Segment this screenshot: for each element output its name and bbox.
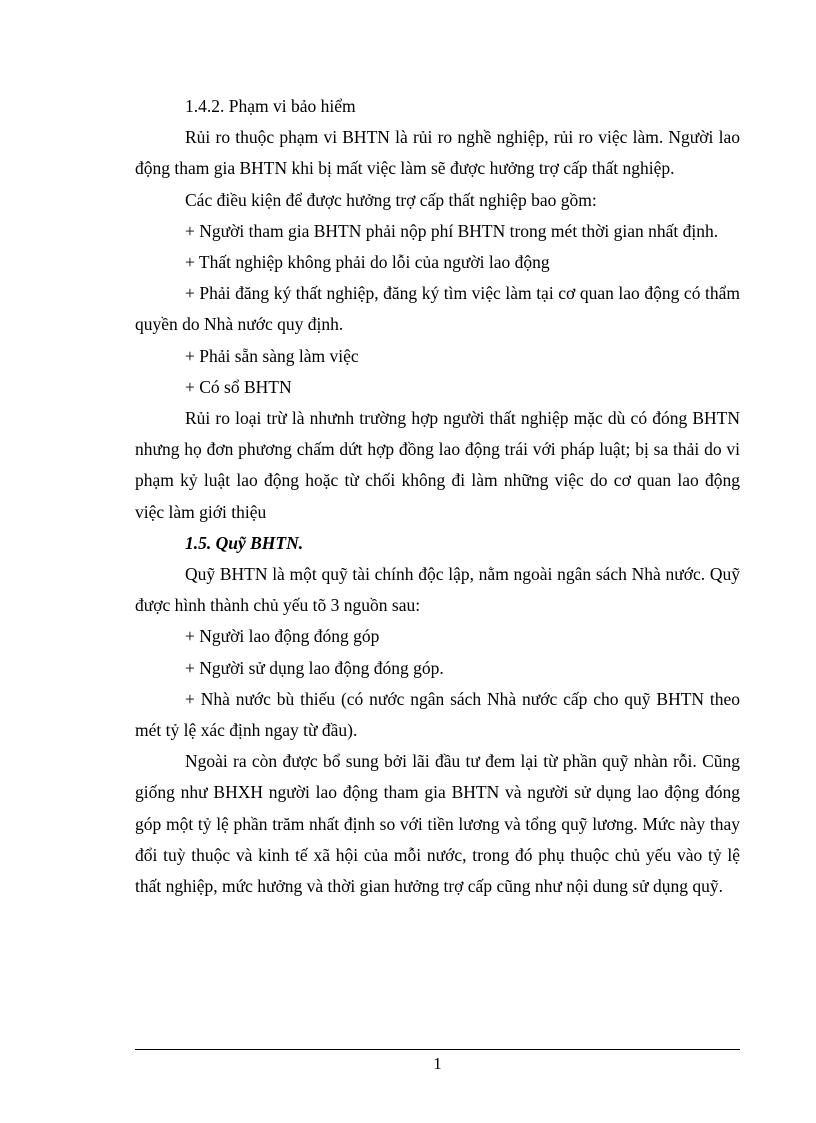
paragraph-conditions-intro: Các điều kiện để được hưởng trợ cấp thất nghiệp bao gồm:: [185, 189, 597, 210]
list-item-condition-5: + Có sổ BHTN: [185, 376, 292, 397]
footer-divider: [135, 1049, 740, 1050]
list-item-source-1: + Người lao động đóng góp: [185, 626, 380, 647]
document-body: [135, 91, 740, 902]
paragraph-fund-additional: Ngoài ra còn được bổ sung bởi lãi đầu tư đem lại từ phần quỹ nhàn rỗi. Cũng giống như BHXH người lao động tham gia BHTN và người sử dụng lao động đóng góp một tỷ lệ phần trăm nhất định so với tiền lương và tổng quỹ lương. Mức này thay đổi tuỳ thuộc và kinh tế xã hội của mỗi nước, trong đó phụ thuộc chủ yếu vào tỷ lệ thất nghiệp, mức hưởng và thời gian hưởng trợ cấp cũng như nội dung sử dụng quỹ.: [135, 751, 740, 897]
list-item-condition-2: + Thất nghiệp không phải do lỗi của người lao động: [185, 252, 550, 273]
page-number: 1: [433, 1054, 442, 1073]
paragraph-fund-intro: Quỹ BHTN là một quỹ tài chính độc lập, nằm ngoài ngân sách Nhà nước. Quỹ được hình thành chủ yếu tõ 3 nguồn sau:: [135, 564, 740, 616]
list-item-source-3: + Nhà nước bù thiếu (có nước ngân sách Nhà nước cấp cho quỹ BHTN theo mét tỷ lệ xác định ngay từ đầu).: [135, 688, 740, 741]
paragraph-excluded-risk: Rủi ro loại trừ là nhưnh trường hợp người thất nghiệp mặc dù có đóng BHTN nhưng họ đơn phương chấm dứt hợp đồng lao động trái với pháp luật; bị sa thải do vi phạm kỷ luật lao động hoặc từ chối không đi làm những việc do cơ quan lao động việc làm giới thiệu: [135, 408, 740, 522]
paragraph-scope-risk: Rủi ro thuộc phạm vi BHTN là rủi ro nghề nghiệp, rủi ro việc làm. Người lao động tham gia BHTN khi bị mất việc làm sẽ được hưởng trợ cấp thất nghiệp.: [135, 127, 740, 179]
section-heading-1-5: 1.5. Quỹ BHTN.: [185, 532, 304, 553]
list-item-source-2: + Người sử dụng lao động đóng góp.: [185, 657, 444, 678]
list-item-condition-4: + Phải sẵn sàng làm việc: [185, 345, 359, 366]
list-item-condition-3: + Phải đăng ký thất nghiệp, đăng ký tìm việc làm tại cơ quan lao động có thẩm quyền do Nhà nước quy định.: [135, 283, 740, 335]
section-heading-1-4-2: 1.4.2. Phạm vi bảo hiểm: [185, 96, 356, 116]
list-item-condition-1: + Người tham gia BHTN phải nộp phí BHTN trong mét thời gian nhất định.: [185, 220, 719, 241]
